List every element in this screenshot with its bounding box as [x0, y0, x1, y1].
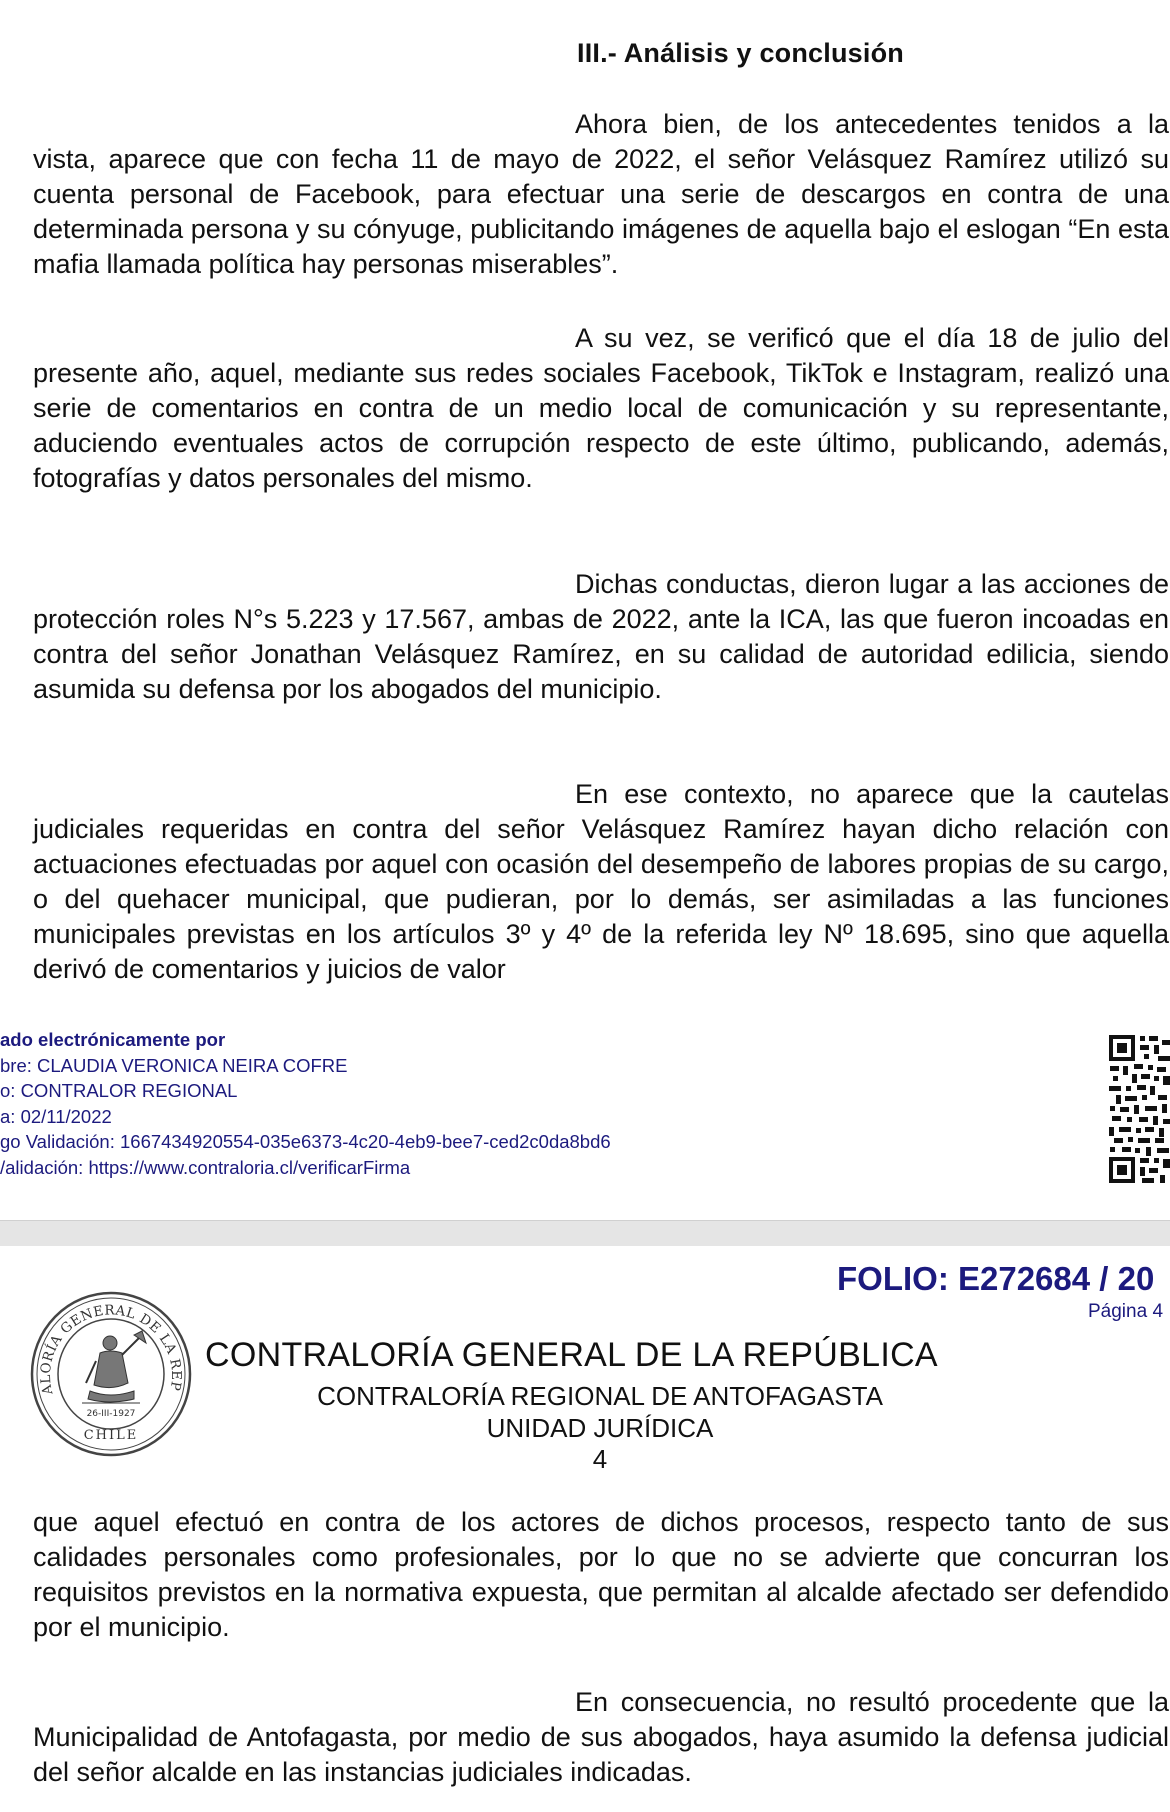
unit-name: UNIDAD JURÍDICA — [486, 1413, 714, 1443]
page-separator — [0, 1220, 1170, 1248]
electronic-signature-block — [0, 1027, 611, 1181]
signature-validation-url: /alidación: https://www.contraloria.cl/verificarFirma — [0, 1156, 411, 1178]
paragraph-5: que aquel efectuó en contra de los actores de dichos procesos, respecto tanto de sus calidades personales como profesionales, por lo que no se advierte que concurran los requisitos previstos en la normativa expuesta, que permitan al alcalde afectado ser defendido por el municipio. — [33, 1507, 1169, 1642]
seal-country: CHILE — [83, 1428, 139, 1443]
folio-number: FOLIO: E272684 / 20 — [837, 1260, 1155, 1297]
regional-office-name: CONTRALORÍA REGIONAL DE ANTOFAGASTA — [317, 1381, 883, 1411]
paragraph-6: En consecuencia, no resultó procedente que la Municipalidad de Antofagasta, por medio de sus abogados, haya asumido la defensa judicial del señor alcalde en las instancias judiciales indicadas. — [33, 1687, 1169, 1787]
signature-validation-code: go Validación: 1667434920554-035e6373-4c20-4eb9-bee7-ced2c0da8bd6 — [0, 1131, 611, 1153]
seal-date: 26-III-1927 — [86, 1409, 136, 1419]
signature-position: o: CONTRALOR REGIONAL — [0, 1080, 238, 1102]
paragraph-4: En ese contexto, no aparece que la cautelas judiciales requeridas en contra del señor Velásquez Ramírez hayan dicho relación con actuaciones efectuadas por aquel con ocasión del desempeño de labores propias de su cargo, o del quehacer municipal, que pudieran, por lo demás, ser asimiladas a las funciones municipales previstas en los artículos 3º y 4º de la referida ley Nº 18.695, sino que aquella derivó de comentarios y juicios de valor — [33, 779, 1169, 984]
paragraph-2: A su vez, se verificó que el día 18 de julio del presente año, aquel, mediante sus redes sociales Facebook, TikTok e Instagram, realizó una serie de comentarios en contra de un medio local de comunicación y su representante, aduciendo eventuales actos de corrupción respecto de este último, publicando, además, fotografías y datos personales del mismo. — [33, 323, 1169, 493]
paragraph-3: Dichas conductas, dieron lugar a las acciones de protección roles N°s 5.223 y 17.567, ambas de 2022, ante la ICA, las que fueron incoadas en contra del señor Jonathan Velásquez Ramírez, en su calidad de autoridad edilicia, siendo asumida su defensa por los abogados del municipio. — [33, 569, 1169, 704]
seal-ring-text: ALORÍA GENERAL DE LA REP — [37, 1302, 185, 1397]
page-number: 4 — [592, 1444, 608, 1474]
paragraph-1: Ahora bien, de los antecedentes tenidos a la vista, aparece que con fecha 11 de mayo de 2022, el señor Velásquez Ramírez utilizó su cuenta personal de Facebook, para efectuar una serie de descargos en contra de una determinada persona y su cónyuge, publicitando imágenes de aquella bajo el eslogan “En esta mafia llamada política hay personas miserables”. — [33, 109, 1169, 279]
qr-code-icon — [1108, 1034, 1170, 1184]
signature-name: bre: CLAUDIA VERONICA NEIRA COFRE — [0, 1054, 348, 1076]
page-label: Página 4 — [1088, 1301, 1164, 1322]
signature-date: a: 02/11/2022 — [0, 1105, 112, 1127]
institution-name: CONTRALORÍA GENERAL DE LA REPÚBLICA — [205, 1336, 938, 1374]
signature-title: ado electrónicamente por — [0, 1029, 226, 1050]
section-heading: III.- Análisis y conclusión — [577, 38, 904, 68]
